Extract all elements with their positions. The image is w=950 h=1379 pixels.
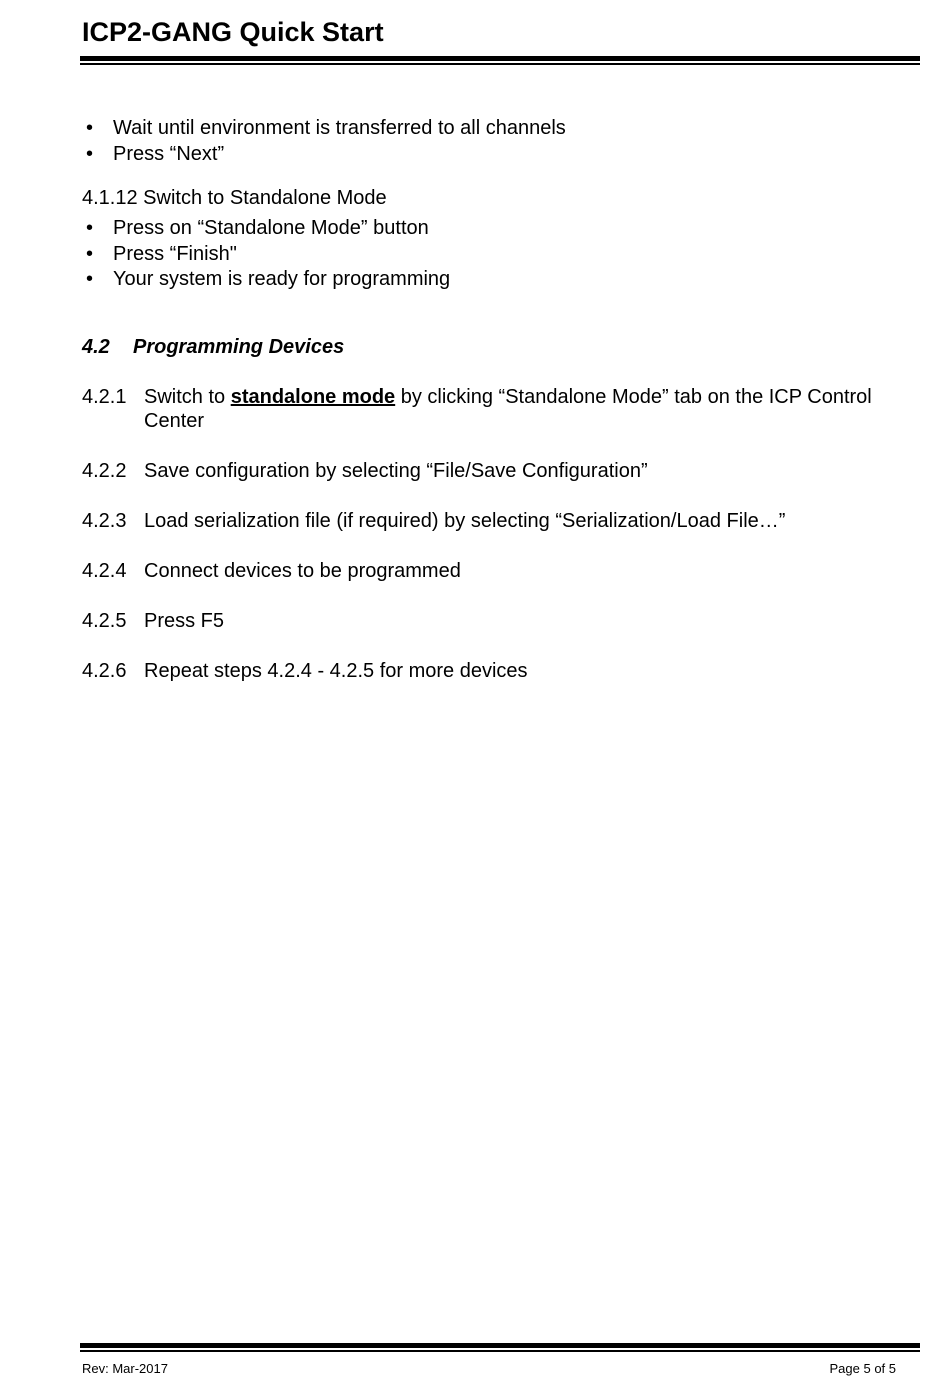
document-title: ICP2-GANG Quick Start (82, 17, 384, 47)
section-number: 4.2 (82, 336, 110, 358)
step-number: 4.2.5 (82, 610, 127, 632)
step-text: Load serialization file (if required) by selecting “Serialization/Load File…” (144, 510, 786, 532)
step-number: 4.2.2 (82, 460, 127, 482)
step-text: Save configuration by selecting “File/Save Configuration” (144, 460, 648, 482)
section-title: Programming Devices (133, 336, 345, 358)
emphasis-text: standalone mode (230, 386, 396, 408)
intro-bullet-list (82, 116, 566, 167)
footer-rule (80, 1343, 920, 1353)
bullet-icon: • (86, 217, 94, 239)
step-text: Press F5 (144, 610, 225, 632)
step-text: Repeat steps 4.2.4 - 4.2.5 for more devices (144, 660, 528, 682)
bullet-item: • Press on “Standalone Mode” button (82, 216, 450, 242)
bullet-item: • Wait until environment is transferred to all channels (82, 116, 566, 142)
page-number: Page 5 of 5 (829, 1361, 896, 1376)
step-number: 4.2.1 (82, 386, 127, 408)
bullet-icon: • (86, 117, 94, 139)
section-heading (82, 335, 344, 360)
standalone-bullet-list (82, 216, 450, 293)
revision-date: Rev: Mar-2017 (82, 1361, 168, 1376)
step-number: 4.2.6 (82, 660, 127, 682)
header-rule (80, 56, 920, 66)
bullet-item: • Your system is ready for programming (82, 267, 450, 293)
step-text: Switch to standalone mode by clicking “Standalone Mode” tab on the ICP Control Center (144, 386, 872, 432)
bullet-icon: • (86, 242, 94, 265)
step-number: 4.2.3 (82, 510, 127, 532)
bullet-icon: • (86, 142, 94, 165)
bullet-item: • Press “Finish" (82, 242, 450, 268)
bullet-icon: • (86, 268, 94, 290)
step-text: Connect devices to be programmed (144, 560, 461, 582)
bullet-item: • Press “Next” (82, 142, 566, 168)
step-number: 4.2.4 (82, 560, 127, 582)
subsection-heading: 4.1.12 Switch to Standalone Mode (82, 187, 387, 209)
